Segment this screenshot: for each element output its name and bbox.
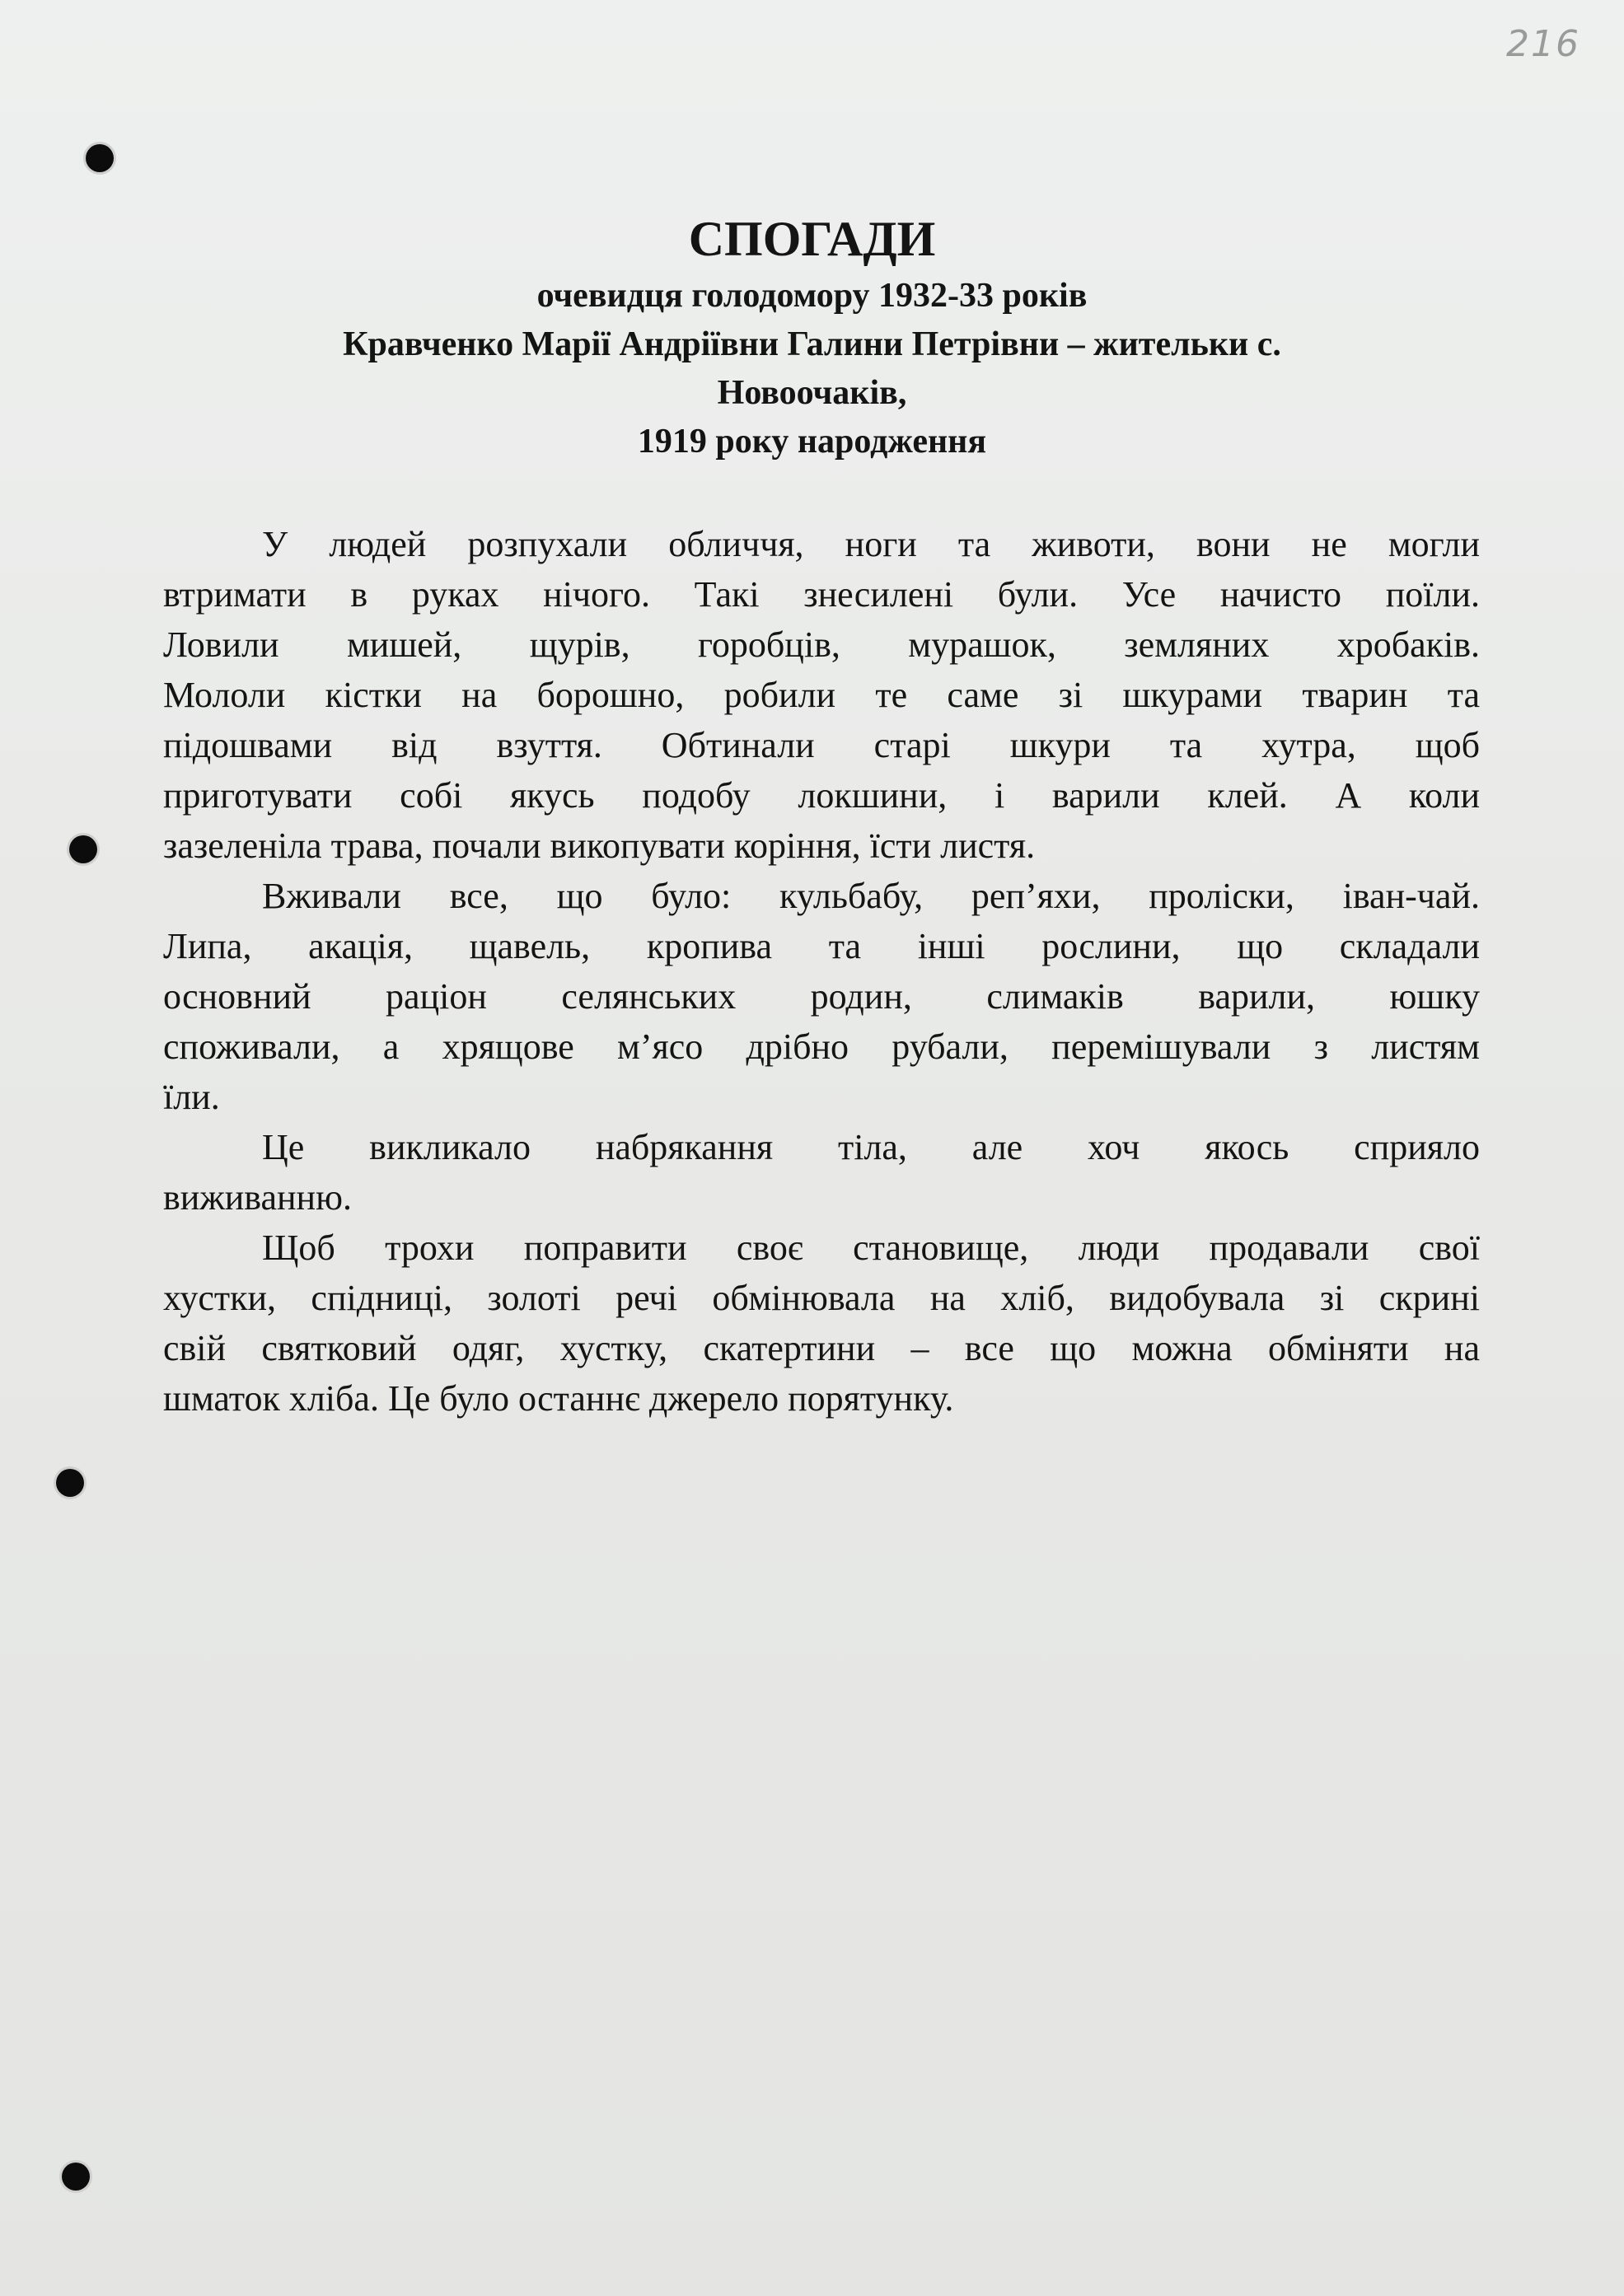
- text-line: виживанню.: [163, 1177, 352, 1218]
- text-line: Це викликало набрякання тіла, але хоч якось сприяло: [262, 1127, 1480, 1167]
- text-line: Ловили мишей, щурів, горобців, мурашок, земляних хробаків.: [163, 624, 1480, 665]
- paragraph: [163, 1122, 1480, 1223]
- text-line: основний раціон селянських родин, слимаків варили, юшку: [163, 976, 1480, 1017]
- text-line: Липа, акація, щавель, кропива та інші рослини, що складали: [163, 926, 1480, 966]
- document-header: [0, 206, 1624, 466]
- text-line: підошвами від взуття. Обтинали старі шкури та хутра, щоб: [163, 725, 1480, 765]
- text-line: Мололи кістки на борошно, робили те саме зі шкурами тварин та: [163, 675, 1480, 715]
- text-line: Щоб трохи поправити своє становище, люди продавали свої: [262, 1227, 1480, 1268]
- document-title: СПОГАДИ: [688, 212, 936, 266]
- text-line: зазеленіла трава, почали викопувати коріння, їсти листя.: [163, 825, 1036, 866]
- text-line: Вживали все, що було: кульбабу, реп’яхи, проліски, іван-чай.: [262, 876, 1480, 916]
- punch-hole: [62, 2163, 90, 2191]
- text-line: хустки, спідниці, золоті речі обмінювала на хліб, видобувала зі скрині: [163, 1278, 1480, 1318]
- page-number: 216: [1506, 23, 1580, 65]
- text-line: У людей розпухали обличчя, ноги та животи, вони не могли: [262, 524, 1480, 564]
- paragraph: [163, 519, 1480, 871]
- subtitle-line: 1919 року народження: [637, 423, 987, 461]
- text-line: втримати в руках нічого. Такі знесилені були. Усе начисто поїли.: [163, 574, 1480, 615]
- subtitle-line: очевидця голодомору 1932-33 років: [536, 277, 1088, 315]
- punch-hole: [69, 835, 97, 863]
- text-line: їли.: [163, 1077, 220, 1117]
- text-line: свій святковий одяг, хустку, скатертини – все що можна обміняти на: [163, 1328, 1480, 1368]
- document-body: [163, 519, 1480, 1424]
- paragraph: [163, 1223, 1480, 1424]
- subtitle-line: Кравченко Марії Андріївни Галини Петрівни – жительки с.: [343, 325, 1281, 363]
- subtitle-line: Новоочаків,: [717, 374, 907, 412]
- text-line: приготувати собі якусь подобу локшини, і варили клей. А коли: [163, 775, 1480, 816]
- text-line: шматок хліба. Це було останнє джерело порятунку.: [163, 1378, 954, 1419]
- punch-hole: [56, 1469, 84, 1497]
- paragraph: [163, 871, 1480, 1122]
- punch-hole: [86, 144, 114, 172]
- text-line: споживали, а хрящове м’ясо дрібно рубали, перемішували з листям: [163, 1026, 1480, 1067]
